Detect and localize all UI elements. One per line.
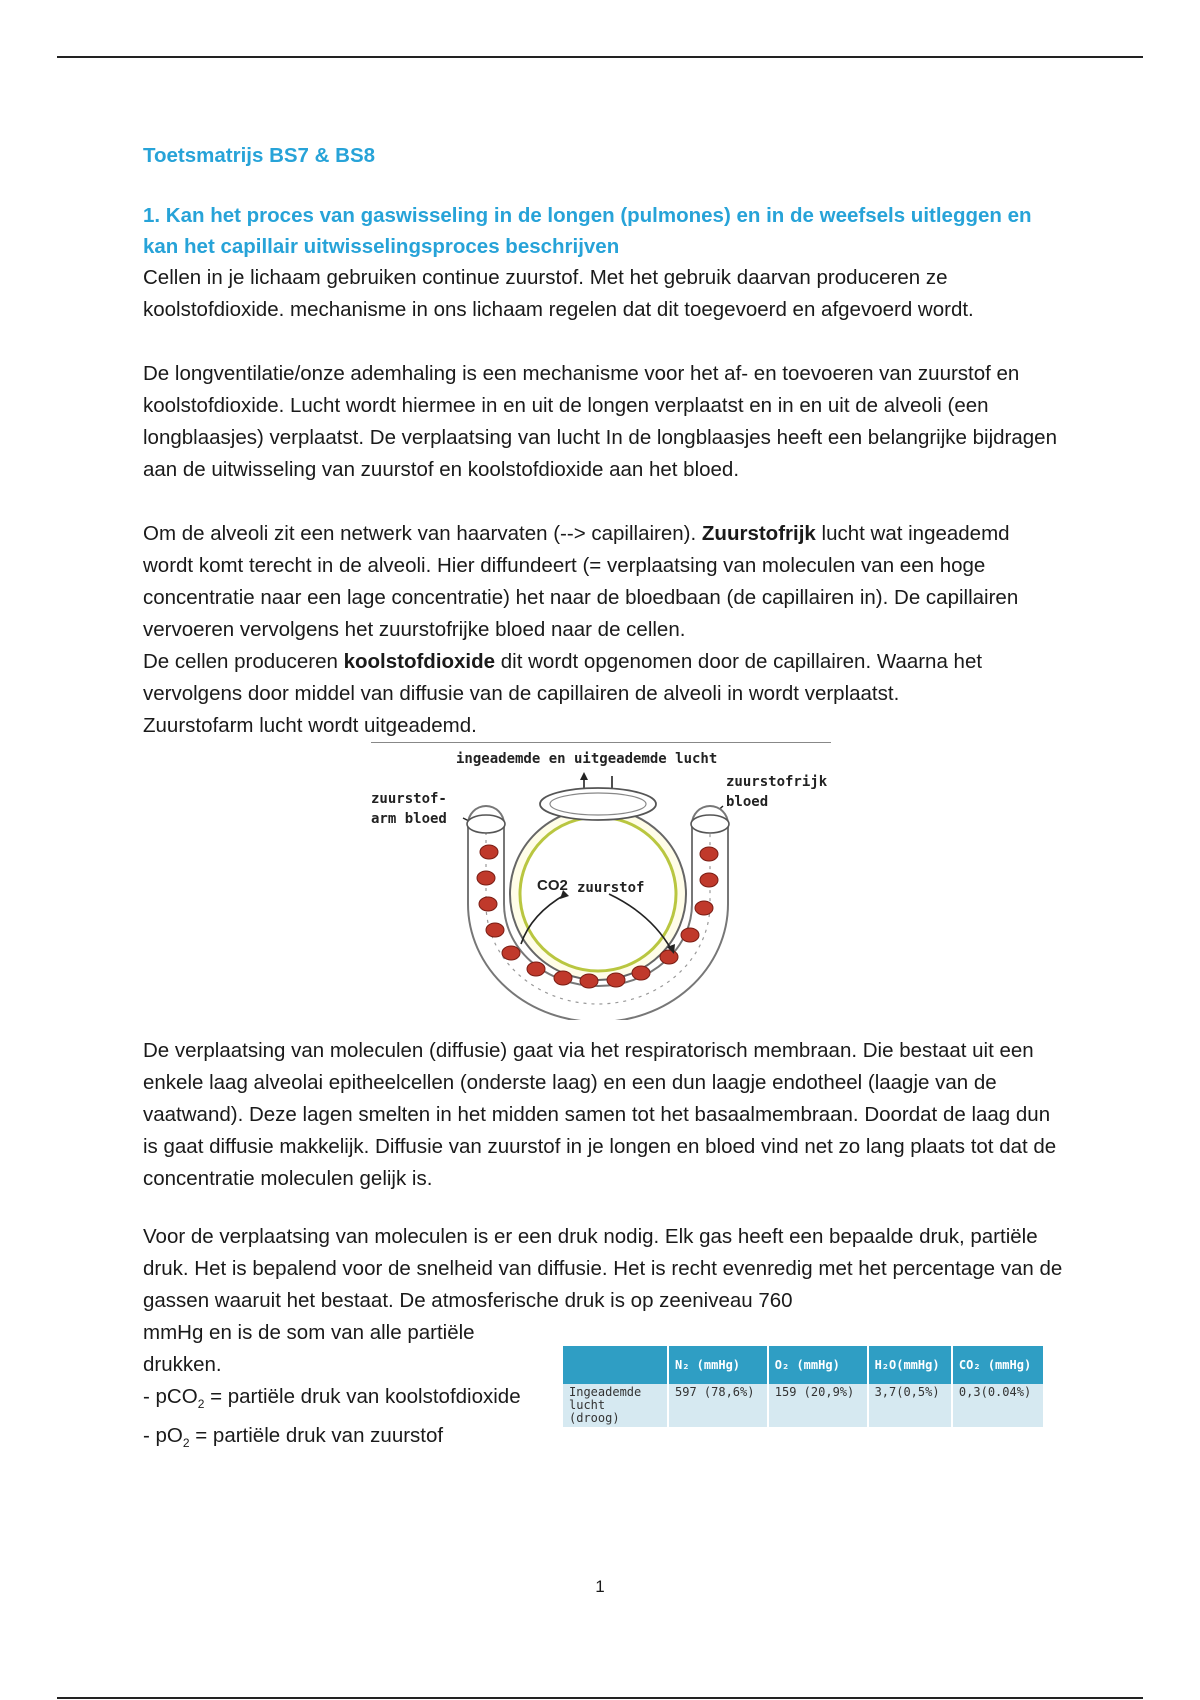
text-span: = partiële druk van zuurstof: [189, 1424, 444, 1448]
pressure-left-column: [143, 1317, 523, 1459]
table-header-row: [563, 1346, 1044, 1384]
footer-rule: [57, 1697, 1143, 1699]
figure-label-o2: zuurstof: [577, 880, 645, 896]
question-heading: 1. Kan het proces van gaswisseling in de longen (pulmones) en in de weefsels uitleggen en kan het capillair uitwisselingsproces beschrijven: [143, 204, 1032, 258]
pressure-section: [143, 1221, 1063, 1459]
figure-label-right-1: zuurstofrijk: [726, 774, 828, 790]
paragraph-membrane: De verplaatsing van moleculen (diffusie) gaat via het respiratorisch membraan. Die bestaat uit een enkele laag alveolai epitheelcellen (onderste laag) en een dun laagje endotheel (laagje van de vaatwand). Deze lagen smelten in het midden samen tot het basaalmembraan. Doordat de laag dun is gaat diffusie makkelijk. Diffusie van zuurstof in je longen en bloed vind net zo lang plaats tot dat de concentratie moleculen gelijk is.: [143, 1039, 1057, 1190]
paragraph-co2: [143, 646, 1063, 710]
table-row: [563, 1384, 1044, 1427]
gas-pressure-table: [563, 1346, 1045, 1427]
table-cell: 0,3(0.04%): [952, 1384, 1044, 1427]
page-number: 1: [595, 1577, 605, 1596]
subscript: 2: [197, 1397, 205, 1412]
table-header: O₂ (mmHg): [768, 1346, 868, 1384]
subscript: 2: [182, 1436, 190, 1451]
paragraph-pressure-cont: mmHg en is de som van alle partiële drukken.: [143, 1321, 475, 1376]
figure-label-right-2: bloed: [726, 794, 769, 810]
table-header: CO₂ (mmHg): [952, 1346, 1044, 1384]
bold-term: koolstofdioxide: [343, 650, 496, 673]
pco2-definition: [143, 1381, 523, 1420]
paragraph-pressure: Voor de verplaatsing van moleculen is er een druk nodig. Elk gas heeft een bepaalde druk, partiële druk. Het is bepalend voor de snelheid van diffusie. Het is recht evenredig met het percentage van de gassen waaruit het bestaat. De atmosferische druk is op zeeniveau 760: [143, 1225, 1063, 1312]
paragraph-exhale: Zuurstofarm lucht wordt uitgeademd.: [143, 714, 477, 737]
table-header: [563, 1346, 668, 1384]
alveolus-diagram: [371, 744, 831, 1020]
gas-table-wrap: [563, 1346, 1045, 1427]
paragraph-ventilation: De longventilatie/onze ademhaling is een mechanisme voor het af- en toevoeren van zuurstof en koolstofdioxide. Lucht wordt hiermee in en uit de longen verplaatst en in en uit de alveoli (een longblaasjes) verplaatst. De verplaatsing van lucht In de longblaasjes heeft een belangrijke bijdragen aan de uitwisseling van zuurstof en koolstofdioxide aan het bloed.: [143, 362, 1057, 481]
table-cell: 3,7(0,5%): [868, 1384, 952, 1427]
table-header: H₂O(mmHg): [868, 1346, 952, 1384]
po2-definition: [143, 1420, 523, 1459]
document-title: Toetsmatrijs BS7 & BS8: [143, 144, 376, 167]
text-span: lucht wat ingeademd wordt komt terecht in de alveoli. Hier diffundeert (= verplaatsing van moleculen van een hoge concentratie naar een lage concentratie) het naar de bloedbaan (de capillairen in). De capillairen vervoeren vervolgens het zuurstofrijke bloed naar de cellen.: [143, 522, 1019, 641]
text-span: Om de alveoli zit een netwerk van haarvaten (--> capillairen).: [143, 522, 697, 545]
figure-label-left-1: zuurstof-: [371, 791, 447, 807]
table-header: N₂ (mmHg): [668, 1346, 768, 1384]
alveolus-figure: [371, 742, 831, 1020]
text-span: dit wordt opgenomen door de capillairen. Waarna het vervolgens door middel van diffusie van de capillairen de alveoli in wordt verplaatst.: [143, 650, 983, 705]
paragraph-alveoli: [143, 518, 1063, 646]
figure-label-left-2: arm bloed: [371, 811, 447, 827]
table-cell: 159 (20,9%): [768, 1384, 868, 1427]
header-rule: [57, 56, 1143, 58]
text-span: - pCO: [143, 1385, 198, 1408]
paragraph-intro: Cellen in je lichaam gebruiken continue zuurstof. Met het gebruik daarvan produceren ze koolstofdioxide. mechanisme in ons lichaam regelen dat dit toegevoerd en afgevoerd wordt.: [143, 266, 974, 321]
figure-label-top: ingeademde en uitgeademde lucht: [456, 751, 718, 767]
page-content: [143, 140, 1063, 1459]
table-cell: 597 (78,6%): [668, 1384, 768, 1427]
text-span: = partiële druk van koolstofdioxide: [204, 1385, 521, 1408]
text-span: - pO: [143, 1424, 183, 1448]
text-span: De cellen produceren: [143, 650, 338, 673]
bold-term: Zuurstofrijk: [701, 522, 816, 545]
figure-label-co2: CO2: [537, 877, 568, 894]
table-cell: Ingeademde lucht (droog): [563, 1384, 668, 1427]
